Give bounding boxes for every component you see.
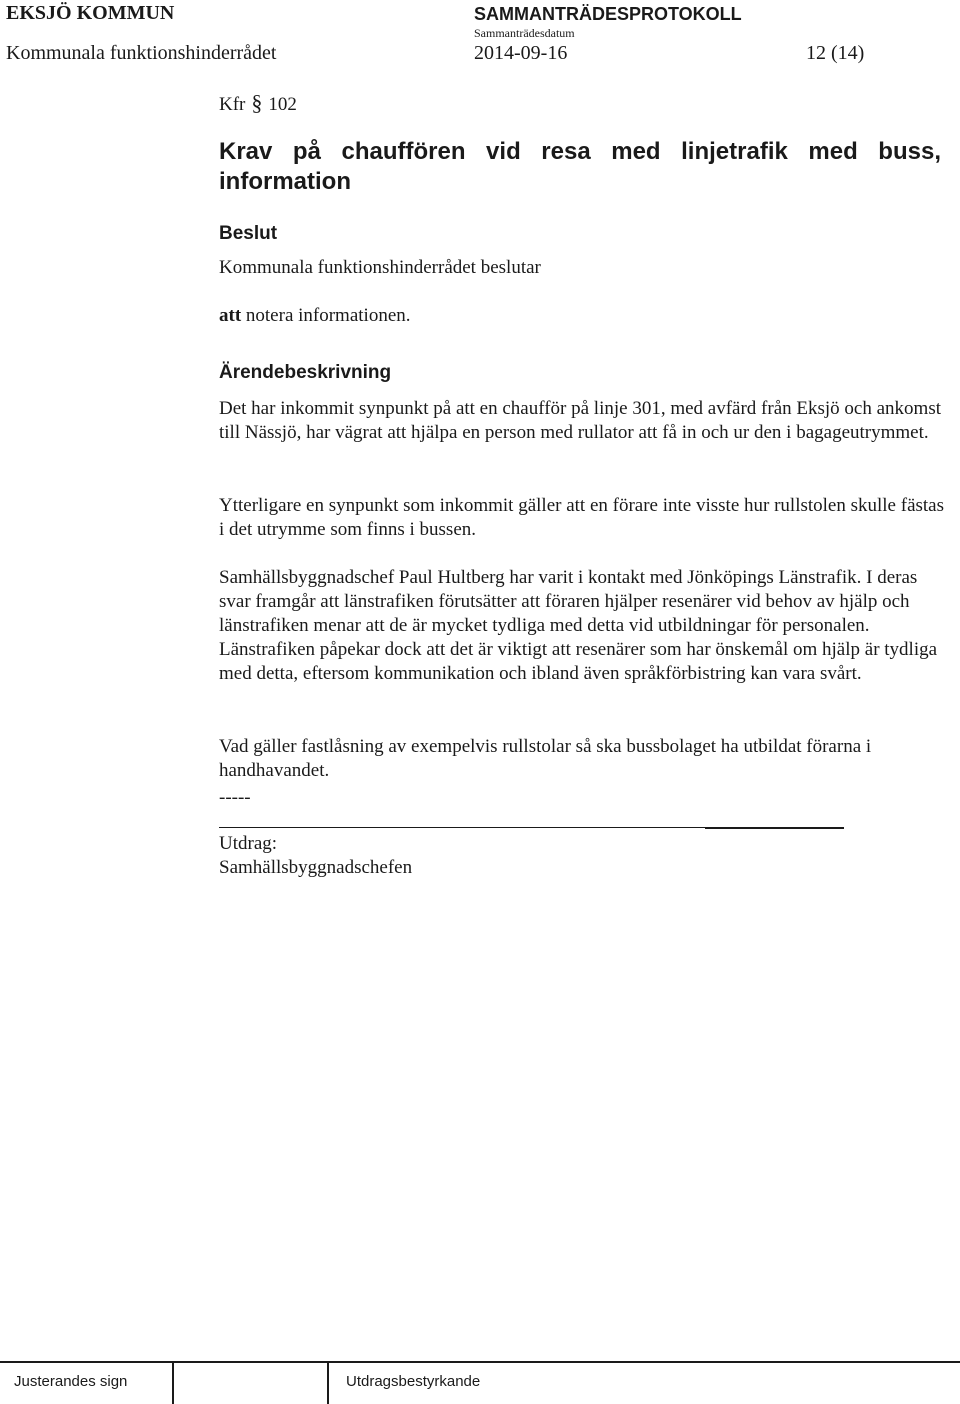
item-title: Krav på chauffören vid resa med linjetrafik med buss, information bbox=[219, 138, 941, 195]
document-type: SAMMANTRÄDESPROTOKOLL bbox=[474, 4, 742, 24]
att-keyword: att bbox=[219, 305, 242, 326]
page-number: 12 (14) bbox=[806, 42, 865, 64]
organization-name: EKSJÖ KOMMUN bbox=[6, 2, 175, 24]
end-marker: ----- bbox=[219, 787, 251, 808]
paragraph-number: 102 bbox=[268, 94, 297, 115]
footer-divider bbox=[172, 1361, 174, 1404]
separator-line bbox=[219, 827, 705, 828]
description-paragraph: Det har inkommit synpunkt på att en chaufför på linje 301, med avfärd från Eksjö och ankomst till Nässjö, har vägrat att hjälpa en person med rullator att få in och ur den i bagageutrymmet. bbox=[219, 398, 941, 443]
footer-divider bbox=[327, 1361, 329, 1404]
date-label: Sammanträdesdatum bbox=[474, 26, 575, 40]
decision-heading: Beslut bbox=[219, 223, 278, 244]
paragraph-prefix: Kfr bbox=[219, 94, 246, 115]
description-paragraph: Vad gäller fastlåsning av exempelvis rullstolar så ska bussbolaget ha utbildat förarna i handhavandet. bbox=[219, 736, 872, 781]
paragraph-reference bbox=[219, 90, 297, 116]
distribution-label: Utdrag: bbox=[219, 833, 278, 854]
footer-border bbox=[0, 1361, 960, 1363]
separator-line-thick bbox=[705, 827, 844, 829]
decision-text: Kommunala funktionshinderrådet beslutar bbox=[219, 257, 541, 278]
committee-name: Kommunala funktionshinderrådet bbox=[6, 42, 277, 64]
description-paragraph: Samhällsbyggnadschef Paul Hultberg har varit i kontakt med Jönköpings Länstrafik. I deras svar framgår att länstrafiken förutsätter att föraren hjälper resenärer vid behov av hjälp och länstrafiken menar att de är mycket tydliga med detta vid utbildningar för personalen. Länstrafiken påpekar dock att det är viktigt att resenärer som har önskemål om hjälp är tydliga med detta, eftersom kommunikation och ibland även språkförbistring kan vara svårt. bbox=[219, 567, 938, 684]
meeting-date: 2014-09-16 bbox=[474, 42, 568, 64]
decision-att-clause bbox=[219, 305, 411, 327]
footer-utdragsbestyrkande: Utdragsbestyrkande bbox=[346, 1373, 481, 1390]
section-symbol: § bbox=[251, 90, 263, 115]
description-paragraph: Ytterligare en synpunkt som inkommit gäller att en förare inte visste hur rullstolen skulle fästas i det utrymme som finns i bussen. bbox=[219, 495, 944, 540]
att-text: notera informationen. bbox=[245, 305, 411, 326]
description-heading: Ärendebeskrivning bbox=[219, 362, 392, 383]
footer-justerande-sign: Justerandes sign bbox=[14, 1373, 128, 1390]
distribution-recipient: Samhällsbyggnadschefen bbox=[219, 857, 413, 878]
